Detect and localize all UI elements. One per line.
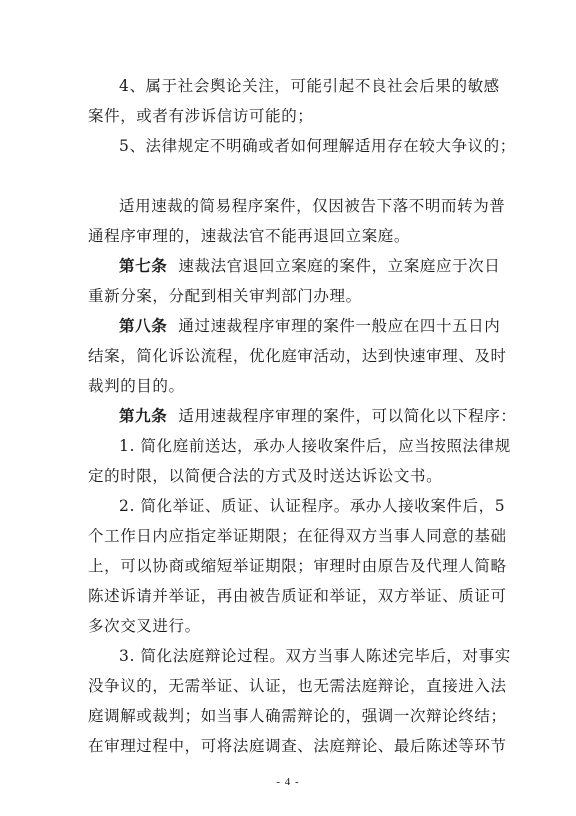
paragraph-line: 3. 简化法庭辩论过程。双方当事人陈述完毕后，对事实	[119, 647, 511, 665]
article-label: 第七条	[119, 257, 168, 275]
paragraph-line: 个工作日内应指定举证期限；在征得双方当事人同意的基础	[88, 527, 507, 545]
paragraph-line: 陈述诉请并举证，再由被告质证和举证，双方举证、质证可	[88, 587, 507, 605]
paragraph-line: 庭调解或裁判；如当事人确需辩论的，强调一次辩论终结；	[88, 707, 507, 725]
paragraph-line: 案件，或者有涉诉信访可能的；	[88, 107, 314, 125]
paragraph-line: 5、法律规定不明确或者如何理解适用存在较大争议的；	[119, 137, 516, 155]
article-8-line	[119, 316, 500, 336]
article-label: 第九条	[119, 407, 168, 425]
paragraph-line: 裁判的目的。	[88, 377, 185, 395]
article-label: 第八条	[119, 317, 168, 335]
article-text: 适用速裁程序审理的案件，可以简化以下程序：	[178, 407, 517, 425]
page-number: - 4 -	[276, 776, 300, 788]
paragraph-line: 2. 简化举证、质证、认证程序。承办人接收案件后，5	[119, 497, 506, 515]
paragraph-line: 定的时限，以简便合法的方式及时送达诉讼文书。	[88, 467, 443, 485]
article-9-line	[119, 406, 516, 426]
paragraph-line: 结案，简化诉讼流程，优化庭审活动，达到快速审理、及时	[88, 347, 507, 365]
article-text: 速裁法官退回立案庭的案件，立案庭应于次日	[178, 257, 501, 275]
paragraph-line: 重新分案，分配到相关审判部门办理。	[88, 287, 362, 305]
paragraph-line: 适用速裁的简易程序案件，仅因被告下落不明而转为普	[119, 197, 506, 215]
paragraph-line: 在审理过程中，可将法庭调查、法庭辩论、最后陈述等环节	[88, 737, 507, 755]
paragraph-line: 4、属于社会舆论关注，可能引起不良社会后果的敏感	[119, 77, 500, 95]
article-7-line	[119, 256, 500, 276]
article-text: 通过速裁程序审理的案件一般应在四十五日内	[178, 317, 501, 335]
paragraph-line: 通程序审理的，速裁法官不能再退回立案庭。	[88, 227, 411, 245]
paragraph-line: 1. 简化庭前送达，承办人接收案件后，应当按照法律规	[119, 437, 511, 455]
paragraph-line: 多次交叉进行。	[88, 617, 201, 635]
paragraph-line: 上，可以协商或缩短举证期限；审理时由原告及代理人简略	[88, 557, 507, 575]
paragraph-line: 没争议的，无需举证、认证，也无需法庭辩论，直接进入法	[88, 677, 507, 695]
